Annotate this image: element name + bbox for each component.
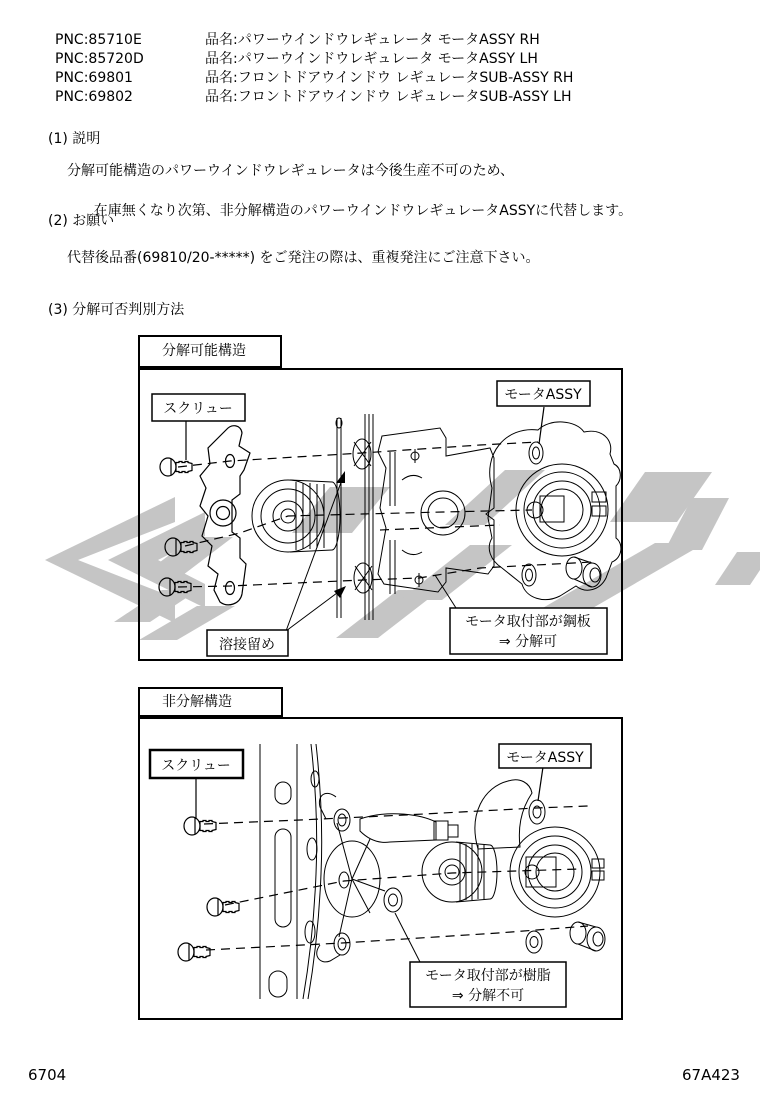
callout-motor-assy	[497, 381, 590, 406]
cable-drum-drawing	[252, 480, 340, 552]
screw-icon	[207, 898, 239, 916]
footer-doc-code: 67A423	[682, 1066, 740, 1084]
section-2-heading: (2) お願い	[48, 213, 115, 229]
pnc-code: PNC:69802	[55, 89, 133, 105]
diagram1-box	[138, 368, 623, 661]
pnc-code: PNC:69801	[55, 70, 133, 86]
text-line: 分解可能構造のパワーウインドウレギュレータは今後生産不可のため、	[67, 163, 515, 179]
callout-weld	[207, 630, 288, 656]
diagram2-drawing	[140, 719, 621, 1018]
table-row	[55, 88, 573, 107]
callout-screw	[150, 750, 243, 778]
screw-icon	[165, 538, 197, 556]
table-row	[55, 31, 573, 50]
pnc-code: PNC:85720D	[55, 51, 144, 67]
diagram2-box	[138, 717, 623, 1020]
table-row	[55, 50, 573, 69]
parts-table	[55, 31, 573, 107]
part-name: 品名:フロントドアウインドウ レギュレータSUB-ASSY LH	[205, 89, 572, 105]
diagram1-drawing	[140, 370, 621, 659]
leader-lines	[196, 767, 543, 962]
screw-icon	[160, 458, 192, 476]
section-1-heading: (1) 説明	[48, 131, 101, 147]
screw-icon	[178, 943, 210, 961]
part-name: 品名:パワーウインドウレギュレータ モータASSY RH	[205, 32, 540, 48]
callout-screw	[152, 394, 245, 421]
motor-assy-label: モータASSY	[506, 750, 584, 766]
part-name: 品名:パワーウインドウレギュレータ モータASSY LH	[205, 51, 538, 67]
dashed-axis-lines	[178, 442, 592, 587]
footer-page-number: 6704	[28, 1066, 67, 1084]
section-1-paragraph	[67, 161, 632, 221]
section-2-paragraph	[67, 248, 540, 268]
callout-resin-note	[410, 962, 566, 1007]
weld-label: 溶接留め	[219, 637, 275, 653]
screw-label: スクリュー	[161, 758, 231, 774]
diagram1-tab-label: 分解可能構造	[162, 343, 246, 359]
motor-assy-label: モータASSY	[504, 387, 582, 403]
motor-assy-drawing	[488, 422, 621, 600]
callout-motor-assy	[499, 744, 591, 768]
regulator-body-drawing	[378, 428, 494, 594]
weld-spot-mark	[353, 439, 371, 469]
diagram1-tab	[138, 335, 282, 368]
callout-steel-note	[450, 608, 607, 654]
diagram2-tab-label: 非分解構造	[162, 693, 232, 710]
table-row	[55, 69, 573, 88]
steel-note-line1: モータ取付部が鋼板	[465, 614, 591, 630]
section-3-heading: (3) 分解可否判別方法	[48, 302, 185, 318]
text-line: 在庫無くなり次第、非分解構造のパワーウインドウレギュレータASSYに代替します。	[93, 203, 633, 219]
door-rail-drawing	[260, 744, 322, 999]
resin-note-line2: ⇒ 分解不可	[451, 988, 525, 1004]
text-line: 代替後品番(69810/20-*****) をご発注の際は、重複発注にご注意下さい。	[67, 250, 540, 266]
screw-icon	[184, 817, 216, 835]
part-name: 品名:フロントドアウインドウ レギュレータSUB-ASSY RH	[205, 70, 574, 86]
bracket-drawing	[200, 426, 250, 605]
screw-label: スクリュー	[163, 401, 233, 417]
steel-note-line2: ⇒ 分解可	[498, 634, 558, 650]
diagram2-tab	[138, 687, 283, 717]
resin-note-line1: モータ取付部が樹脂	[425, 968, 551, 984]
pnc-code: PNC:85710E	[55, 32, 142, 48]
dashed-axis-lines	[204, 806, 588, 950]
